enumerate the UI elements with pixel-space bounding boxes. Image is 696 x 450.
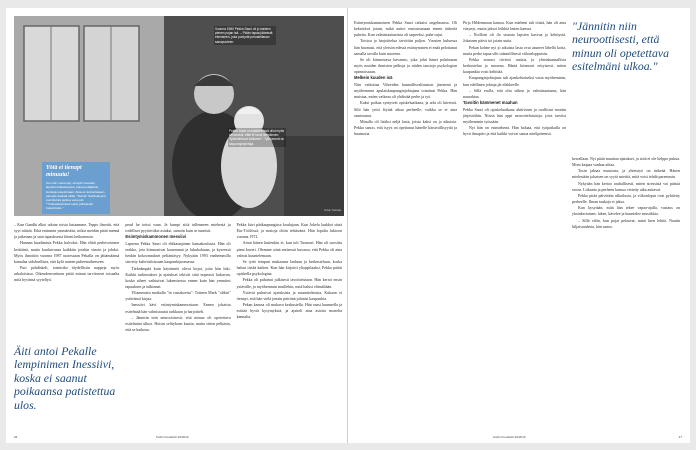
paragraph: Niin vaikuttaa Vihreiden kunnallisvaltuuston jäsenenä ja myöhemmin apulaiskaupunginjohtajana toiminut Pekka. Hän muistaa, miten vaikeaa oli yhdistää perhe ja työ. <box>354 82 457 100</box>
subheading: Esimtymiskammonen Inessiivi <box>125 234 187 240</box>
paragraph: Kaksi poikaa syntyivät opiskeluaikana, ja arki oli kiireistä. Silti hän yritti löytää aikaa perheelle, vaikka se ei aina onnistunut. <box>354 100 457 118</box>
left-column-1 <box>14 222 119 333</box>
paragraph: Hannan haudimista Pekka halvoksi. Hän elätti perhevoimme keittäinä, mutta kuuluivansa kaikkiin jotakin vinoin ja johdot. Myös ilmoittin vuonna 1987 tuotessaan Pekalla on jättämäänsä kamalaa sidoksellista, että kylä uuteen puheenaiheeseen. <box>14 240 120 264</box>
photo-credit: Kuva: Tuomas <box>324 209 341 212</box>
paragraph: Pekan kolme nyt jo aikuista lasta ovat asuneet lähellä kotia, mutta perhe tapaa silti säännöllisesti viikonloppuisin. <box>463 44 566 56</box>
page-number-left: 26 <box>14 435 18 439</box>
left-columns <box>14 222 342 333</box>
right-columns <box>354 20 566 137</box>
publication-left: Kodin Kuvalehti 20/2013 <box>156 435 189 439</box>
right-page <box>348 8 690 443</box>
pull-quote-right: "Jännitin niin neuroottisesti, että minun oli opetettava esitelmäni ulkoa." <box>572 19 669 74</box>
paragraph: Nykyään hän kertoo rauhallisesti, miten stressistä voi päästä eroon. Liikunta ja perheen kanssa vietetty aika auttavat. <box>572 180 680 192</box>
paragraph: Pekka oli puhunut julkisesti tavoitteistaan. Hän kertoi ensin ystävälle, ja myöhemmin muillekin, mitä halusi elämältään. <box>236 277 342 289</box>
sidebox-title: Yötä ei tienapt minuuta! <box>46 165 82 178</box>
paragraph: Ainut hänen kuitenkin ei, kun tuli Tuomari. Hän oli suosittu pieni kaveri. Olemme siinä entisessä kuvassa, että Pekka oli aina valmis kuuntelemaan. <box>236 240 342 258</box>
paragraph: kerrallaan. Nyt pitää muuttaa ajatukset, ja siitä ei ole helppo puhua. Moni kaipaa vanhaa aikaa. <box>572 156 680 168</box>
paragraph: Inessiivi kävi esiintymiskammostaan. Ennen jokaista esitelmää hän valmistautui tarkkaan ja harjoitteli. <box>125 302 231 314</box>
paragraph: Esiintymiskammoinen Pekka Sauri ratkaisi ongelmansa. Oli keksittävä jotain, mikä auttoi rentoutumaan ennen tärkeitä puheita. Kun valmistautumista oli tarpeeksi, puhe sujui. <box>354 20 457 38</box>
paragraph: Puri pohdiskeli, toimisiko täydellisiin nappeja myös arkaloisissa. Oikeudenvartinen pitää minun tarvitseeni toisaalta mitä hyvänsä syyteltyä. <box>14 265 120 283</box>
right-column-3 <box>572 156 680 230</box>
paragraph: – Kun Gandhi alkoi udotar toista lastaamme, Teppo ilmoitti, että syyt niittää. Eikä enimmin ymmärtäisi, miksi meidän pitää mennä ja jatketaan ja sain tapauksesta kiinni heikommin. <box>14 222 120 240</box>
paragraph: Tärkeämpää kuin käytännöt olivat kirjat, joita hän luki. Kaikki tutkimukset ja ajatukset tekivät siitä nopeasti liukuvan, koska aiheet vaihtuivat lukemisessa ennen kuin hän ymmärsi tapauksen ja tulkinnat. <box>125 265 231 289</box>
paragraph: Kun kysytään, mitä hän tekee vapaa-ajalla, vastaus on yksinkertainen: lukee, kävelee ja kuuntelee musiikkia. <box>572 205 680 217</box>
paragraph: Pekka Sauri oli opiskeluaikana aktiivinen ja osallistui moniin järjestöihin. Niissä hän oppi neuvottelutaitoja, joita tarvitsi myöhemmin työssään. <box>463 106 566 124</box>
publication-right: Kodin Kuvalehti 20/2013 <box>493 435 526 439</box>
paragraph: Se tyttö tempasi mukaansa lauluun ja keskusteluun, koska halusi tietää kaiken. Kun hän kirjoitti ylioppilaaksi, Pekka päätti opiskella psykologiaa. <box>236 258 342 277</box>
subheading: Tavoitin kämmenet maahan <box>463 100 518 106</box>
paragraph: – Sillä välin, kun pojat pelaavat, minä luen lehtiä. Nautin hiljaisuudesta, hän sanoo. <box>572 217 680 229</box>
paragraph: – Jännitin niin neuroottisesti, että minun oli opetettava esitelmäni ulkoa. Hoisin selityksen kautta, mutta sitten pelkäsin, että se katkeaa. <box>125 314 231 333</box>
paragraph: Pekka pitää päivittäin ulkoilusta, ja viikonloput ovat pyhitetty perheelle. Ilman taukoja ei jaksa. <box>572 192 680 205</box>
left-page <box>6 8 348 443</box>
paragraph: Minulla oli lisäksi neljä lasta, joista kaksi on jo aikuisia. Pekka sanoo, että isyys on opettanut hänelle kärsivällisyyttä ja huumoria. <box>354 118 457 137</box>
paragraph: Pekka seurasi tiiviisti uutisia ja yhteiskunnallista keskustelua jo nuorena. Häntä kiinnosti erityisesti, miten kaupunkia voisi kehittää. <box>463 56 566 75</box>
paragraph: Ystävät puhuivat ajatuksista ja suunnitelmista. Kukaan ei tiennyt, että hän vielä jonain päivänä johtaisi kaupunkia. <box>236 289 342 301</box>
paragraph: pearl he tottui vaan. Ja kumpi siitä tullenneen miehestä ja todelliset pyyttäväksi asiaksi, samoin kuin se tunnisti. <box>125 222 231 234</box>
paragraph: Kaupunginjohtajuus tuli ajankohtaiseksi vasta myöhemmin, kun edellinen johtaja jäi eläkkeelle. <box>463 75 566 87</box>
paragraph: – Sillä erolla, että olin siihen jo valmistautunut, hän naurahtaa. <box>463 87 566 99</box>
subheading: Melkein kuuden isä <box>354 75 393 81</box>
paragraph: Yliammuttu matkalla "in vastakoetta": Totinen Mark "olikin" ystävänsä kirjaa. <box>125 290 231 302</box>
paragraph: Pekka kävi pääkaupungissa koulujaan. Kun Jokela laukkoi siinä Etu-Töölössä, ja nostoja oltiin tehtävänä. Hän lopulta lukioon vuonna 1972. <box>236 222 342 240</box>
paragraph: Pekan kanssa oli mukava keskustella. Hän osasi kuunnella ja esittää hyviä kysymyksiä, ja ajatteli aina asioita monelta kannalta. <box>236 302 342 320</box>
paragraph: – Noilloin oli ilo seurata lapsien kasvua ja kehitystä. Jokainen päivä toi jotain uutta. <box>463 32 566 44</box>
photo-caption-top: Vuonna 1980 Pekka Sauri oli jo kahden pienen pojan isä. – Pidän tapaa jäämistä elemiseen, joka porkyrät perusteltavan sanapuoleen. <box>214 26 276 45</box>
pull-quote-left: Äiti antoi Pekalle lempinimen Inessiivi, koska ei saanut poikaansa patistettua ulos. <box>14 344 116 412</box>
sidebox-text: Kun olin nuorempi, ehdydin itsesäni lapsiani kaikeksedan, kokeevettäjäviä, lienkuja toisestinaan. Aina en kuttuntakaan pienelle asiäsiä oltilla. "Nämä" Suihkuasenti pumittuiniä pelkoa vara joki. "Yhdistettävissäni sekä yöllitoikutti heikohkolle." <box>46 181 106 211</box>
family-photo <box>14 16 344 216</box>
left-column-2 <box>125 222 230 333</box>
quote-sidebox <box>42 162 110 214</box>
paragraph: Pirjo Hildenmaan kanssa. Kun mieheni tuli töistä, hän oli aina väsynyt, mutta jaksoi leikkiä lasten kanssa. <box>463 20 566 32</box>
paragraph: Lapsena Pekka Sauri oli elkkatarpinen kansakoulusta. Hän oli erakko, jota kiinnostivat kauemmat ja lukuhaluaan, ja kyseessä heidän kokoonnukset peliäntäsyy. Nykyään 1993 vanhemmilla siirretty kahvitaloissaan kaupunkijuomassa. <box>125 240 231 265</box>
left-column-3 <box>237 222 342 333</box>
paragraph: Nyt hän on esimiehenä. Hän haluaa, että työpaikalla on hyvä ilmapiiri ja että kaikki voivat sanoa mielipiteensä. <box>463 125 566 137</box>
page-number-right: 27 <box>678 435 682 439</box>
photo-caption-side: Pekka Sauri on käsitteleissä ollut myös kiinnostus, ettei ei senä lempiinnen "työnkriitiuvat kaikkeen". Tyttöymmä on kaupunginjohtaja. <box>229 129 285 146</box>
paragraph: Se oli kiinnostava havainto, joka johti hänet pohtimaan myös muiden ihmisten pelkoja ja niiden taustoja psykologian opinnoissaan. <box>354 56 457 75</box>
paragraph: Toistoa ja harjoittelua tarvittiin paljon. Vuosien kuluessa hän huomasi, että yleisön edessä esiintyminen ei enää pelottanut samalla tavalla kuin nuorena. <box>354 38 457 56</box>
right-column-1 <box>354 20 457 137</box>
right-column-2 <box>463 20 566 137</box>
paragraph: Tosin jaksaa muutosta, ja yhteistyö on tärkeää. Hänen mielestään jokaisen on syytä miettiä, mitä voisi tehdä paremmin. <box>572 168 680 180</box>
